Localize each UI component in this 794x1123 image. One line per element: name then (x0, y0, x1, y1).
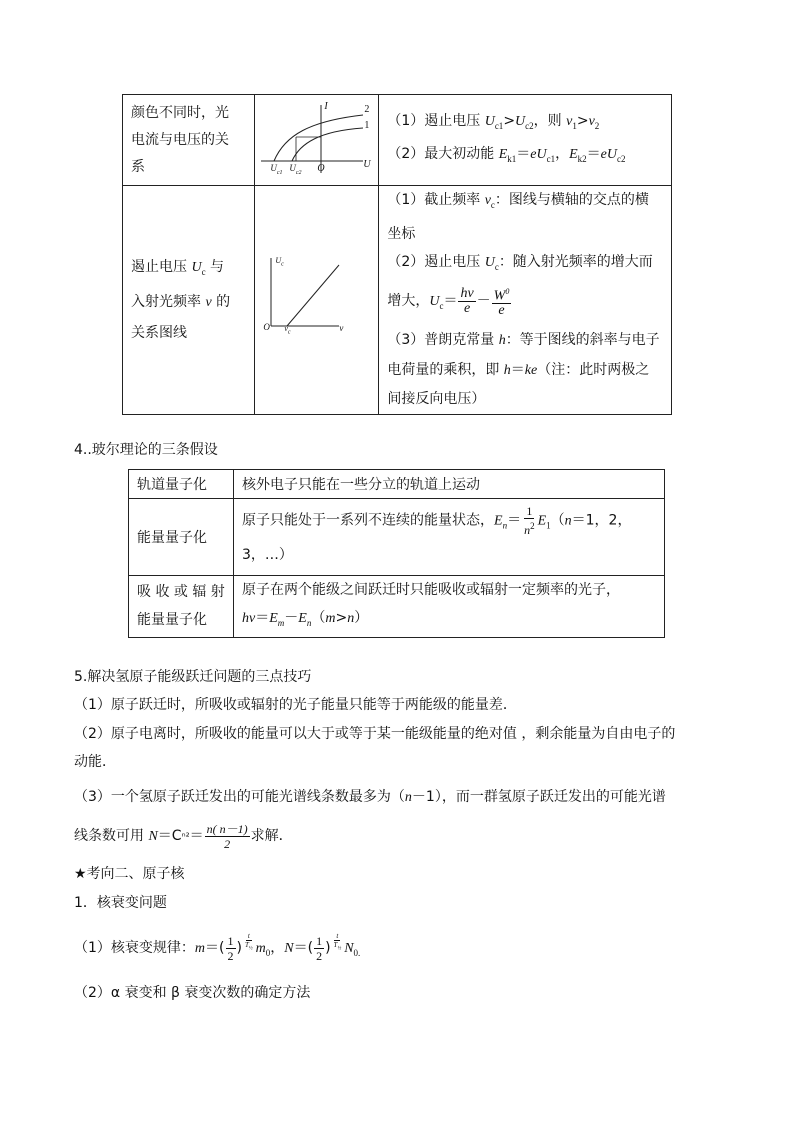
row2-item3c: 间接反向电压） (387, 391, 486, 408)
row2-label-3: 关系图线 (131, 324, 187, 341)
section5-p2b: 动能． (74, 754, 116, 770)
row1-label-1: 颜色不同时，光 (131, 104, 229, 121)
nucleus-p2: （2）α 衰变和 β 衰变次数的确定方法 (74, 985, 311, 1001)
table-bohr (128, 469, 665, 638)
row1-label-2: 电流与电压的关 (131, 131, 229, 148)
exp-t-over-T-2: $\frac{t}{T_{\frac{1}{2}}}$ (333, 932, 342, 952)
curve-1-label: 1 (364, 120, 370, 131)
section5-p2a: （2）原子电离时，所吸收的能量可以大于或等于某一能级能量的绝对值 ，剩余能量为自由电子的 (74, 726, 676, 742)
table-photoelectric (122, 94, 672, 415)
uv-tick-vc: $\nu_c$ (284, 324, 291, 336)
row1-item2: （2）最大初动能 $E_{k1}=eU_{c1}$，$E_{k2}=eU_{c2}$ (387, 146, 626, 164)
cell-text-row2 (379, 186, 672, 415)
row1-item1: （1）遏止电压 $U_{c1}>U_{c2}$，则 $\nu_1>\nu_2$ (387, 113, 600, 131)
bohr-content-orbit: 核外电子只能在一些分立的轨道上运动 (234, 470, 665, 499)
bohr-label-transition: 吸 收 或 辐 射 能量量子化 (129, 576, 234, 638)
row2-item2: （2）遏止电压 $U_c$：随入射光频率的增大而 (387, 254, 653, 272)
uv-graph (255, 186, 378, 414)
cell-text-row1 (379, 95, 672, 186)
iu-x-axis-label: U (363, 159, 371, 170)
decay-law: （1）核衰变规律：m＝( $\frac{1}{2}$ ) $\frac{t}{T_{\frac{1}{2}}}$ $m_0$，N＝( $\frac{1}{2}$ ) $\frac{t}{T_{\frac{1}{2}}}$ $N_{0.}$ (74, 932, 361, 963)
frac-w0-e: $\frac{W^0}{e}$ (493, 286, 510, 319)
row2-item3b: 电荷量的乘积，即 h＝ke（注：此时两极之 (387, 361, 650, 378)
frac-1-n2: $\frac{1}{n^2}$ (524, 503, 535, 537)
tick-uc2: $U_{c2}$ (289, 163, 302, 176)
section5-title: 5.解决氢原子能级跃迁问题的三点技巧 (74, 669, 312, 685)
curve-2-label: 2 (364, 104, 370, 115)
frac-n-n-1-2: $\frac{n( n-1)}{2}$ (206, 821, 248, 851)
uv-x-axis-label: ν (339, 323, 344, 333)
section5-p3: （3）一个氢原子跃迁发出的可能光谱线条数最多为（n－1），而一群氢原子跃迁发出的可能光谱 (74, 789, 666, 805)
row2-item1b: 坐标 (387, 225, 416, 242)
exp-t-over-T: $\frac{t}{T_{\frac{1}{2}}}$ (244, 932, 253, 952)
frac-half-m: $\frac{1}{2}$ (227, 933, 234, 963)
uv-origin-label: O (263, 322, 270, 332)
row1-label-3: 系 (131, 158, 145, 175)
section5-p4: 线条数可用 N＝Cⁿ²＝ $\frac{n( n-1)}{2}$ 求解． (74, 821, 293, 851)
tick-uc1: $U_{c1}$ (270, 163, 283, 176)
iu-origin-label: O (317, 163, 325, 174)
row2-label-2: 入射光频率 ν 的 (131, 293, 231, 310)
row2-item2b: 增大，$U_c=$ $\frac{h\nu}{e}$ － $\frac{W^0}{e}$ (387, 285, 510, 319)
bohr-label-orbit: 轨道量子化 (129, 470, 234, 499)
row2-item1: （1）截止频率 $\nu_c$：图线与横轴的交点的横 (387, 192, 649, 211)
cell-graph-iu (255, 95, 379, 186)
cell-label-color (123, 95, 255, 186)
frac-hv-e: $\frac{h\nu}{e}$ (460, 285, 474, 316)
bohr-content-transition: 原子在两个能级之间跃迁时只能吸收或辐射一定频率的光子， $h\nu=E_m-E_n(m>n)$ (234, 576, 665, 638)
row2-item3: （3）普朗克常量 h：等于图线的斜率与电子 (387, 332, 660, 349)
cell-graph-uv (255, 186, 379, 415)
section5-p1: （1）原子跃迁时，所吸收或辐射的光子能量只能等于两能级的能量差． (74, 697, 517, 713)
nucleus-title: ★考向二、原子核 (74, 866, 185, 882)
bohr-label-energy: 能量量子化 (129, 499, 234, 576)
bohr-content-energy: 原子只能处于一系列不连续的能量状态，$E_n=$ $\frac{1}{n^2}$ $E_1(n=1$，2， 3，…） (234, 499, 665, 576)
row2-label-1: 遏止电压 $U_c$ 与 (131, 259, 225, 277)
cell-label-stopping (123, 186, 255, 415)
iu-y-axis-label: I (324, 101, 328, 112)
frac-half-n: $\frac{1}{2}$ (316, 933, 323, 963)
uv-y-axis-label: $U_c$ (275, 256, 284, 268)
nucleus-sub1: 1．核衰变问题 (74, 895, 167, 911)
section4-title: 4..玻尔理论的三条假设 (74, 442, 218, 458)
